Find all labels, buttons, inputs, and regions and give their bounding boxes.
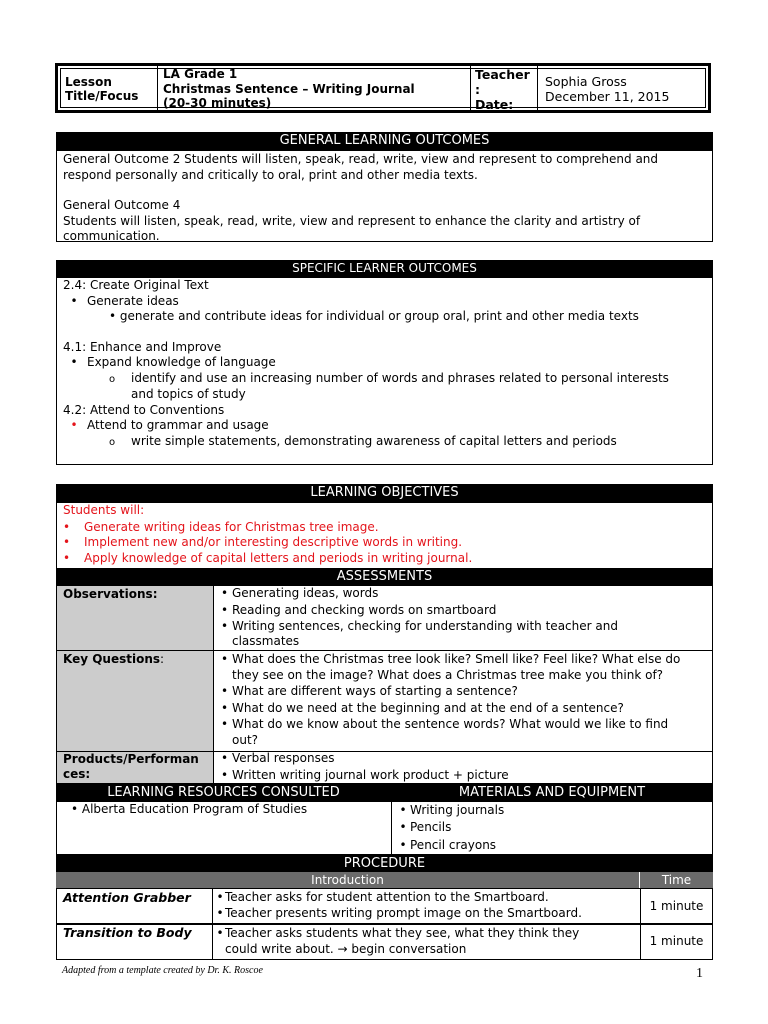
specific-outcome-text xyxy=(63,278,708,450)
bullet-icon: • xyxy=(399,803,407,817)
products-label-line: Products/Performan xyxy=(63,752,199,766)
outcome-sub-item xyxy=(109,371,708,388)
bullet-icon: • xyxy=(399,819,407,834)
bullet-icon: • xyxy=(220,751,229,765)
time-header: Time xyxy=(661,873,692,887)
teacher-name: Sophia Gross xyxy=(545,74,627,89)
list-item xyxy=(217,768,509,784)
bullet-icon: • xyxy=(216,890,224,904)
specific-outcomes-heading: SPECIFIC LEARNER OUTCOMES xyxy=(56,260,713,277)
procedure-line: could write about. → begin conversation xyxy=(225,941,467,956)
lesson-title xyxy=(163,67,415,111)
list-item-text: Written writing journal work product + picture xyxy=(232,767,509,782)
outcome-bullet-text: Attend to grammar and usage xyxy=(87,418,269,432)
list-item xyxy=(215,890,582,906)
products-label xyxy=(63,752,199,782)
bullet-icon: • xyxy=(70,293,78,308)
circle-bullet-icon: o xyxy=(109,373,116,385)
procedure-line: Teacher presents writing prompt image on the Smartboard. xyxy=(225,905,582,920)
teacher-label-cell xyxy=(471,66,538,110)
observations-list xyxy=(217,586,618,648)
material-text: Pencil crayons xyxy=(410,838,497,852)
template-credit: Adapted from a template created by Dr. K. Roscoe xyxy=(62,965,263,976)
list-item xyxy=(217,701,712,717)
bullet-icon: • xyxy=(63,535,71,549)
outcome-sub-item xyxy=(109,309,708,325)
outcome-heading: 4.1: Enhance and Improve xyxy=(63,339,222,354)
lesson-title-cell xyxy=(158,66,471,110)
objective-text: Apply knowledge of capital letters and periods in writing journal. xyxy=(84,550,473,565)
list-item xyxy=(217,717,712,733)
bullet-icon: • xyxy=(63,519,71,534)
outcome-heading: 2.4: Create Original Text xyxy=(63,278,209,292)
bullet-icon: • xyxy=(220,619,229,633)
key-questions-label xyxy=(63,652,164,666)
bullet-icon: • xyxy=(220,717,229,731)
bullet-icon: • xyxy=(70,355,78,369)
bullet-icon: • xyxy=(399,838,407,852)
observations-label: Observations: xyxy=(63,587,158,601)
list-item-text: classmates xyxy=(232,633,300,648)
procedure-time: 1 minute xyxy=(649,899,704,913)
list-item xyxy=(396,837,504,854)
procedure-heading: PROCEDURE xyxy=(56,855,713,872)
list-item xyxy=(217,603,618,619)
assessments-table xyxy=(56,585,713,784)
outcome-heading: 4.2: Attend to Conventions xyxy=(63,402,225,417)
lesson-label xyxy=(65,75,138,103)
materials-box xyxy=(391,801,713,855)
list-item xyxy=(396,802,504,819)
procedure-step-label: Attention Grabber xyxy=(63,890,191,905)
bullet-icon: • xyxy=(220,586,229,600)
general-outcomes-box xyxy=(56,150,713,242)
lesson-label-cell xyxy=(58,66,158,110)
lesson-title-line: Christmas Sentence – Writing Journal xyxy=(163,81,415,96)
objective-item xyxy=(63,520,712,536)
outcome-line: General Outcome 2 Students will listen, speak, read, write, view and represent to comprehend and xyxy=(63,152,659,166)
specific-outcomes-box xyxy=(56,277,713,465)
outcome-sub-text: write simple statements, demonstrating awareness of capital letters and periods xyxy=(131,433,617,448)
bullet-icon: • xyxy=(216,926,224,940)
list-item-text: Generating ideas, words xyxy=(232,586,379,600)
resource-item: • Alberta Education Program of Studies xyxy=(71,802,308,816)
objectives-intro: Students will: xyxy=(63,503,145,517)
list-item-text: out? xyxy=(232,732,259,747)
procedure-step-lines xyxy=(215,926,579,957)
list-item-text: Writing sentences, checking for understanding with teacher and xyxy=(232,619,618,633)
products-list xyxy=(217,751,509,783)
outcome-sub-item xyxy=(109,434,708,451)
procedure-step-lines xyxy=(215,890,582,921)
procedure-step-label: Transition to Body xyxy=(63,925,192,940)
list-item-text: they see on the image? What does a Christmas tree make you think of? xyxy=(232,667,664,682)
lesson-label-line: Lesson xyxy=(65,75,112,89)
outcome-line: General Outcome 4 xyxy=(63,198,181,212)
lesson-header xyxy=(55,63,711,113)
material-text: Pencils xyxy=(410,819,452,834)
outcome-line: Students will listen, speak, read, write, view and represent to enhance the clarity and artistry of xyxy=(63,213,641,228)
objective-text: Implement new and/or interesting descriptive words in writing. xyxy=(84,535,463,549)
bullet-icon: • xyxy=(70,418,78,432)
outcome-sub-text: identify and use an increasing number of words and phrases related to personal interests xyxy=(131,370,669,385)
list-item xyxy=(396,819,504,836)
list-item xyxy=(215,906,582,922)
outcome-sub-text: and topics of study xyxy=(131,387,246,401)
bullet-icon: • xyxy=(220,652,229,666)
list-item-text: Verbal responses xyxy=(232,751,335,765)
outcome-bullet-item xyxy=(63,355,708,371)
bullet-icon: • xyxy=(220,767,229,782)
bullet-icon: • xyxy=(220,602,229,617)
objective-text: Generate writing ideas for Christmas tree image. xyxy=(84,519,379,534)
key-questions-colon: : xyxy=(160,652,165,666)
bullet-icon: • xyxy=(63,550,71,565)
teacher-date-label xyxy=(475,67,530,112)
list-item xyxy=(217,684,712,700)
list-item-text: What do we need at the beginning and at the end of a sentence? xyxy=(232,700,624,715)
bullet-icon: • xyxy=(220,684,229,698)
lesson-label-line: Title/Focus xyxy=(65,89,139,103)
outcome-bullet-text: Generate ideas xyxy=(87,293,179,308)
outcome-sub-text: generate and contribute ideas for individual or group oral, print and other media texts xyxy=(119,309,639,323)
outcome-line: communication. xyxy=(63,229,160,243)
general-outcome-text xyxy=(63,152,658,245)
key-questions-label-text: Key Questions xyxy=(63,652,161,666)
procedure-table xyxy=(56,888,713,960)
lesson-title-line: (20-30 minutes) xyxy=(163,96,272,110)
bullet-icon: • xyxy=(109,309,117,323)
row-divider xyxy=(57,650,712,651)
list-item xyxy=(217,619,618,635)
circle-bullet-icon: o xyxy=(109,436,116,448)
material-text: Writing journals xyxy=(410,803,505,817)
list-item xyxy=(217,586,618,602)
list-item-text: What do we know about the sentence words? What would we like to find xyxy=(232,717,669,731)
list-item-text: Reading and checking words on smartboard xyxy=(232,602,497,617)
resources-heading: LEARNING RESOURCES CONSULTED xyxy=(56,784,391,801)
objective-item xyxy=(63,535,712,551)
learning-objectives-heading: LEARNING OBJECTIVES xyxy=(56,484,713,502)
outcome-bullet-item xyxy=(63,294,708,310)
list-item xyxy=(215,926,579,942)
materials-heading: MATERIALS AND EQUIPMENT xyxy=(391,784,713,801)
procedure-line: Teacher asks students what they see, what they think they xyxy=(225,926,580,940)
outcome-bullet-text: Expand knowledge of language xyxy=(87,355,276,369)
outcome-bullet-item xyxy=(63,418,708,434)
procedure-line: Teacher asks for student attention to the Smartboard. xyxy=(225,890,549,904)
date-label: Date: xyxy=(475,97,514,112)
assessments-heading: ASSESSMENTS xyxy=(56,568,713,585)
key-questions-list xyxy=(217,652,712,748)
procedure-time: 1 minute xyxy=(649,934,704,948)
products-label-line: ces: xyxy=(63,767,91,781)
list-item-text: What does the Christmas tree look like? Smell like? Feel like? What else do xyxy=(232,652,681,666)
teacher-label: Teacher xyxy=(475,67,530,82)
lesson-title-line: LA Grade 1 xyxy=(163,67,238,81)
list-item xyxy=(217,751,509,767)
outcome-line: respond personally and critically to oral, print and other media texts. xyxy=(63,167,478,182)
teacher-date-values xyxy=(545,74,669,104)
list-item-text: What are different ways of starting a sentence? xyxy=(232,684,518,698)
materials-list xyxy=(396,802,504,854)
teacher-label-colon: : xyxy=(475,82,480,97)
procedure-subheader xyxy=(56,872,713,888)
bullet-icon: • xyxy=(220,700,229,715)
objective-item xyxy=(63,551,712,567)
page-number: 1 xyxy=(696,966,703,981)
lesson-date: December 11, 2015 xyxy=(545,89,670,104)
general-outcomes-heading: GENERAL LEARNING OUTCOMES xyxy=(56,132,713,150)
introduction-header: Introduction xyxy=(311,873,384,887)
learning-objectives-box xyxy=(56,502,713,568)
bullet-icon: • xyxy=(216,905,224,920)
list-item xyxy=(217,652,712,668)
resources-box xyxy=(56,801,392,855)
